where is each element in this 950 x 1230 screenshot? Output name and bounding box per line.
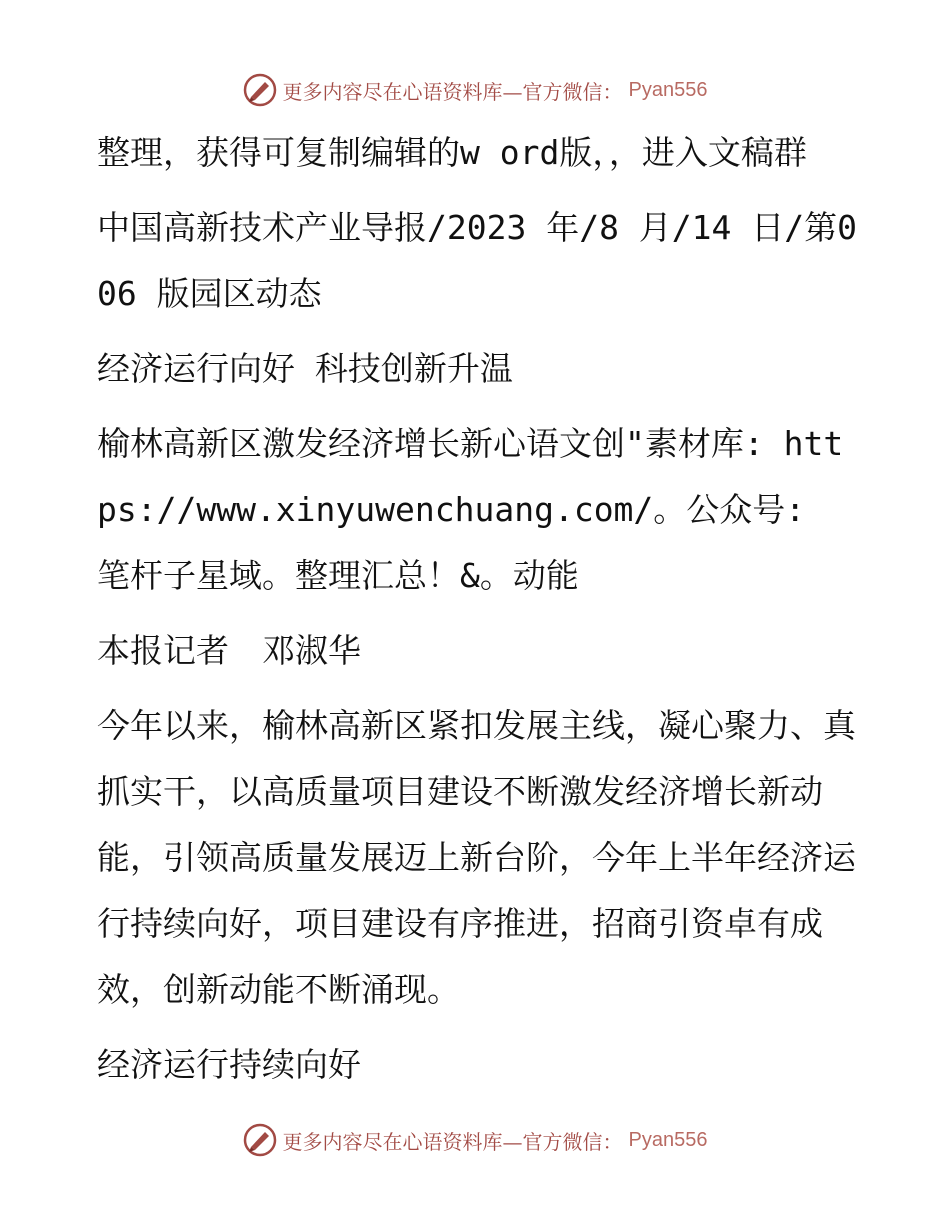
watermark-account: Pyan556: [628, 1128, 708, 1151]
paragraph-lead: 今年以来，榆林高新区紧扣发展主线，凝心聚力、真抓实干，以高质量项目建设不断激发经济增长新动能，引领高质量发展迈上新台阶，今年上半年经济运行持续向好，项目建设有序推进，招商引资卓有成效，创新动能不断涌现。: [97, 706, 856, 1009]
footer-watermark: [0, 1122, 950, 1158]
watermark-text: 更多内容尽在心语资料库—官方微信：: [282, 79, 623, 104]
article-byline: 本报记者 邓淑华: [97, 631, 361, 670]
article-subtitle: 经济运行向好 科技创新升温: [97, 349, 513, 388]
header-watermark: [0, 72, 950, 108]
pen-logo-icon: [243, 73, 277, 107]
pen-logo-icon: [243, 1123, 277, 1157]
watermark-text: 更多内容尽在心语资料库—官方微信：: [282, 1129, 623, 1154]
article-title: 榆林高新区激发经济增长新心语文创"素材库: https://www.xinyuwenchuang.com/。公众号: 笔杆子星域。整理汇总！&。动能: [97, 424, 844, 595]
document-body: [97, 120, 857, 1107]
section-heading: 经济运行持续向好: [97, 1045, 361, 1084]
paragraph-intro: 整理，获得可复制编辑的w ord版，，进入文稿群: [97, 133, 807, 172]
paragraph-source: 中国高新技术产业导报/2023 年/8 月/14 日/第006 版园区动态: [97, 208, 858, 313]
watermark-account: Pyan556: [628, 78, 708, 101]
